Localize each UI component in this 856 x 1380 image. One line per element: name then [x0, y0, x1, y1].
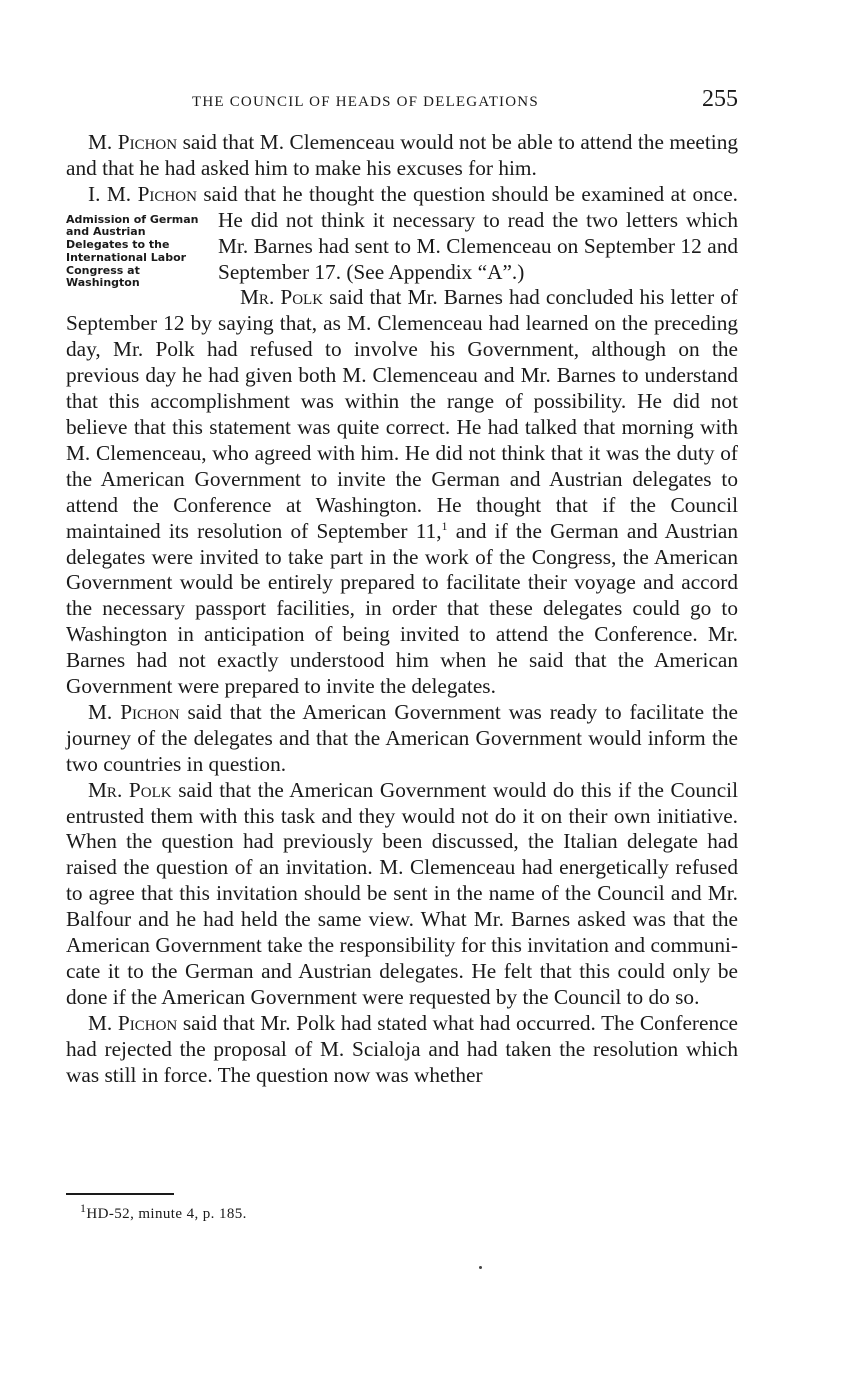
footnote — [80, 1201, 247, 1223]
speaker-name: M. Pichon — [88, 1010, 178, 1035]
page-number: 255 — [702, 86, 738, 112]
paragraph-text: said that he thought the question should be examined at once. He did not think it necessary to read the two letters which — [196, 181, 738, 232]
paragraph-4 — [66, 700, 738, 778]
paragraph-text: Mr. Barnes had sent to M. Clemenceau on September 12 and September 17. (See Appendix “A”.) — [218, 233, 738, 284]
paragraph-3 — [66, 285, 738, 700]
paragraph-5 — [66, 778, 738, 1011]
body-text — [66, 130, 738, 1089]
running-title: THE COUNCIL OF HEADS OF DELEGATIONS — [192, 94, 539, 110]
paragraph-text: said that the American Government would do this if the Council entrusted them with this task and they would not do it on their own initiative. When the question had previously been discussed, the Italian delegate had raised the question of an invitation. M. Clemenceau had energetically refused to agree that this invitation should be sent in the name of the Council and Mr. Balfour and he had held the same view. What Mr. Barnes asked was that the American Government take the responsibility for this invitation and communicate it to the German and Austrian delegates. He felt that this could only be done if the American Government were requested by the Council to do so. — [66, 777, 738, 1009]
paragraph-text: and if the German and Austrian delegates were invited to take part in the work of the Congress, the American Government would be entirely prepared to facilitate their voyage and accord the necessary passport facilities, in order that these delegates could go to Washington in anticipation of being invited to attend the Conference. Mr. Barnes had not exactly understood him when he said that the American Government were prepared to invite the delegates. — [66, 518, 739, 699]
speaker-name: M. Pichon — [88, 130, 178, 154]
item-number: I. — [88, 181, 107, 206]
paragraph-text: said that M. Clemenceau would not be able to attend the meeting and that he had asked him to make his excuses for him. — [66, 130, 738, 180]
footnote-reference[interactable]: 1 — [441, 518, 448, 533]
running-head — [66, 86, 738, 120]
footnote-divider — [66, 1193, 174, 1195]
margin-note: Admission of German and Austrian Delegates to the International Labor Congress at Washington — [66, 212, 199, 290]
footnote-text: HD-52, minute 4, p. 185. — [86, 1206, 247, 1222]
footnote-marker: 1 — [80, 1201, 87, 1215]
paragraph-1 — [66, 130, 738, 182]
scan-speck — [479, 1266, 482, 1269]
speaker-name: Mr. Polk — [240, 285, 324, 310]
paragraph-text: said that Mr. Barnes had concluded his letter of September 12 by saying that, as M. Clemenceau had learned on the preceding day, Mr. Polk had refused to involve his Government, although on the previous day he had given both M. Clemenceau and Mr. Barnes to understand that this accomplishment was within the range of possibility. He did not believe that this statement was quite correct. He had talked that morning with M. Clemenceau, who agreed with him. He did not think that it was the duty of the American Government to invite the German and Austrian delegates to attend the Conference at Washington. He thought that if the Council maintained its resolution of September 11, — [66, 285, 738, 543]
speaker-name: M. Pichon — [106, 181, 197, 206]
paragraph-text: said that the American Government was ready to facilitate the journey of the delegates and that the American Government would inform the two countries in question. — [66, 699, 738, 776]
paragraph-6 — [66, 1011, 738, 1089]
paragraph-2 — [66, 181, 738, 290]
speaker-name: M. Pichon — [88, 699, 180, 724]
speaker-name: Mr. Polk — [88, 777, 172, 802]
paragraph-text: said that Mr. Polk had stated what had occurred. The Conference had rejected the proposal of M. Scialoja and had taken the resolution which was still in force. The question now was whether — [66, 1010, 738, 1087]
